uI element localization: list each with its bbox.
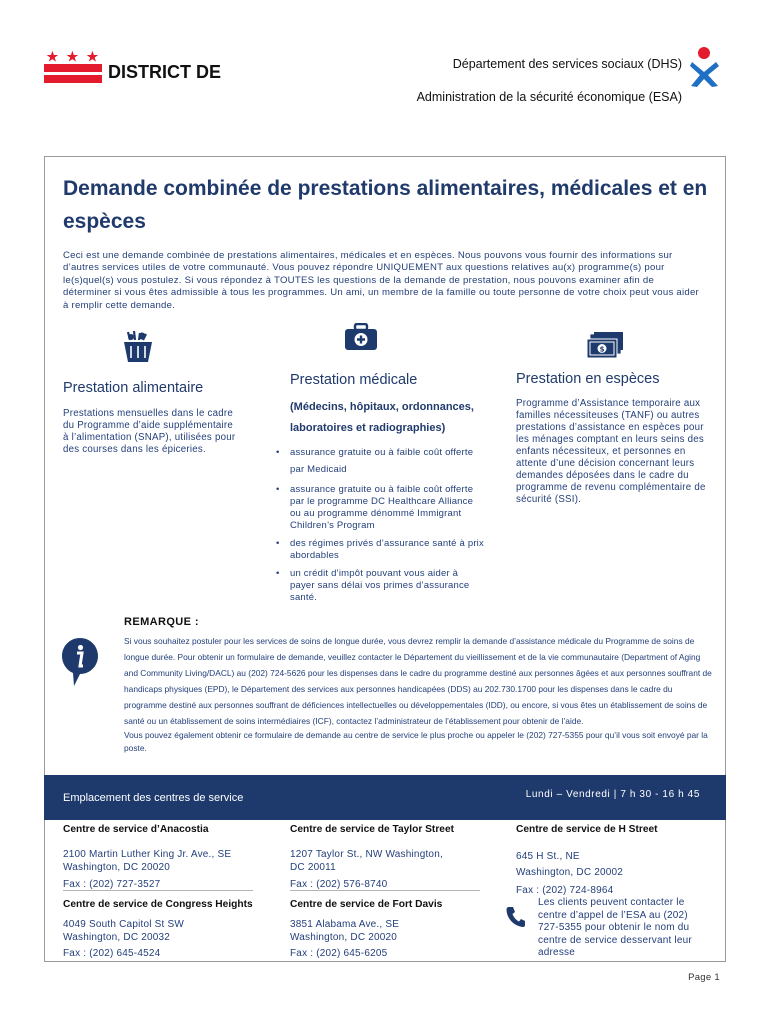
- center-fax: Fax : (202) 576-8740: [290, 879, 388, 890]
- food-benefit-text: Prestations mensuelles dans le cadre du Programme d’aide supplémentaire à l’alimentation (SNAP), utilisées pour des courses dans les épiceries.: [63, 408, 236, 455]
- page-number: Page 1: [688, 972, 720, 983]
- phone-icon: [506, 906, 526, 928]
- department-name: Département des services sociaux (DHS): [452, 57, 682, 71]
- intro-text: Ceci est une demande combinée de prestations alimentaires, médicales et en espèces. Nous pouvons vous fournir des informations sur d’autres services utiles de votre communauté. Vous pouvez répondre UNIQUEMENT aux questions relatives au(x) programme(s) pour le(s)quel(s) vous postulez. Si vous répondez à TOUTES les questions de la demande de prestation, nous pouvons examiner afin de déterminer si vous êtes admissible à tous les programmes. Un ami, un membre de la famille ou toute personne de votre choix peut vous aider à remplir cette demande.: [63, 250, 700, 311]
- service-center: [290, 899, 500, 959]
- medical-benefit-subtitle: (Médecins, hôpitaux, ordonnances, laboratoires et radiographies): [290, 401, 474, 434]
- cash-benefit-title: Prestation en espèces: [516, 371, 660, 387]
- divider: [63, 890, 253, 891]
- locations-heading: Emplacement des centres de service: [63, 792, 244, 804]
- service-center: [516, 824, 716, 896]
- service-center: [63, 824, 273, 890]
- center-name: Centre de service de Taylor Street: [290, 824, 455, 835]
- center-address: 2100 Martin Luther King Jr. Ave., SE Washington, DC 20020: [63, 849, 232, 873]
- food-benefit-title: Prestation alimentaire: [63, 380, 204, 396]
- grocery-basket-icon: [122, 330, 154, 364]
- service-center: [290, 824, 500, 890]
- note-text: [124, 633, 712, 754]
- dc-logo: [44, 50, 224, 86]
- cash-bills-icon: [586, 331, 624, 359]
- divider: [290, 890, 480, 891]
- center-name: Centre de service de H Street: [516, 824, 658, 835]
- center-name: Centre de service de Fort Davis: [290, 899, 443, 910]
- list-item: • assurance gratuite ou à faible coût offerte par Medicaid: [276, 444, 484, 478]
- dc-flag-icon: [44, 50, 102, 84]
- center-address: 645 H St., NE Washington, DC 20002: [516, 851, 624, 878]
- center-name: Centre de service de Congress Heights: [63, 899, 253, 910]
- center-address: 3851 Alabama Ave., SE Washington, DC 20020: [290, 919, 400, 943]
- service-hours: Lundi – Vendredi | 7 h 30 - 16 h 45: [525, 789, 700, 800]
- administration-name: Administration de la sécurité économique (ESA): [416, 90, 682, 104]
- center-fax: Fax : (202) 727-3527: [63, 879, 161, 890]
- list-item: • des régimes privés d’assurance santé à prix abordables: [276, 538, 484, 562]
- medical-kit-icon: [344, 323, 378, 351]
- center-fax: Fax : (202) 645-6205: [290, 948, 388, 959]
- center-name: Centre de service d’Anacostia: [63, 824, 209, 835]
- medical-benefit-list: [276, 444, 484, 610]
- note-paragraph-2: Vous pouvez également obtenir ce formulaire de demande au centre de service le plus proche ou appeler le (202) 727-5355 pour qu’il vous soit envoyé par la poste.: [124, 730, 708, 753]
- note-paragraph-1: Si vous souhaitez postuler pour les services de soins de longue durée, vous devrez remplir la demande d’assistance médicale du Programme de soins de longue durée. Pour obtenir un formulaire de demande, veuillez contacter le Département du vieillissement et de la vie communautaire (Department of Aging and Community Living/DACL) au (202) 724-5626 pour les dispenses dans le cadre du programme destiné aux personnes âgées et aux personnes souffrant de handicaps physiques (EPD), le Département des services aux personnes handicapées (DDS) au 202.730.1700 pour les dispenses dans le cadre du programme destiné aux personnes souffrant de déficiences intellectuelles ou développementales (IDD), ou encore, si vous êtes un établissement de soins de santé ou un établissement de soins intermédiaires (ICF), contactez l’administrateur de l’établissement pour obtenir de l’aide.: [124, 636, 712, 726]
- page-title: Demande combinée de prestations alimentaires, médicales et en espèces: [63, 177, 708, 233]
- list-item: • assurance gratuite ou à faible coût offerte par le programme DC Healthcare Alliance ou au programme dénommé Immigrant Children’s Program: [276, 484, 484, 532]
- center-address: 4049 South Capitol St SW Washington, DC 20032: [63, 919, 184, 943]
- list-item: • un crédit d’impôt pouvant vous aider à payer sans délai vos primes d’assurance santé.: [276, 568, 484, 604]
- service-center: [63, 899, 273, 959]
- call-center-text: Les clients peuvent contacter le centre d’appel de l’ESA au (202) 727-5355 pour obtenir le nom du centre de service desservant leur adresse: [538, 897, 692, 958]
- dhs-logo-icon: [690, 46, 720, 88]
- note-title: REMARQUE :: [124, 616, 199, 628]
- info-icon: [60, 636, 100, 688]
- center-address: 1207 Taylor St., NW Washington, DC 20011: [290, 849, 443, 873]
- svg-text:$: $: [599, 345, 605, 354]
- cash-benefit-text: Programme d’Assistance temporaire aux familles nécessiteuses (TANF) ou autres prestations d’assistance en espèces pour les ménages comptant en leurs seins des enfants nécessiteux, et personnes en attente d’une décision concernant leurs demandes déposées dans le cadre du programme de revenu complémentaire de sécurité (SSI).: [516, 398, 706, 505]
- center-fax: Fax : (202) 724-8964: [516, 885, 614, 896]
- logo-text: DISTRICT DE: [108, 62, 222, 82]
- center-fax: Fax : (202) 645-4524: [63, 948, 161, 959]
- medical-benefit-title: Prestation médicale: [290, 372, 418, 388]
